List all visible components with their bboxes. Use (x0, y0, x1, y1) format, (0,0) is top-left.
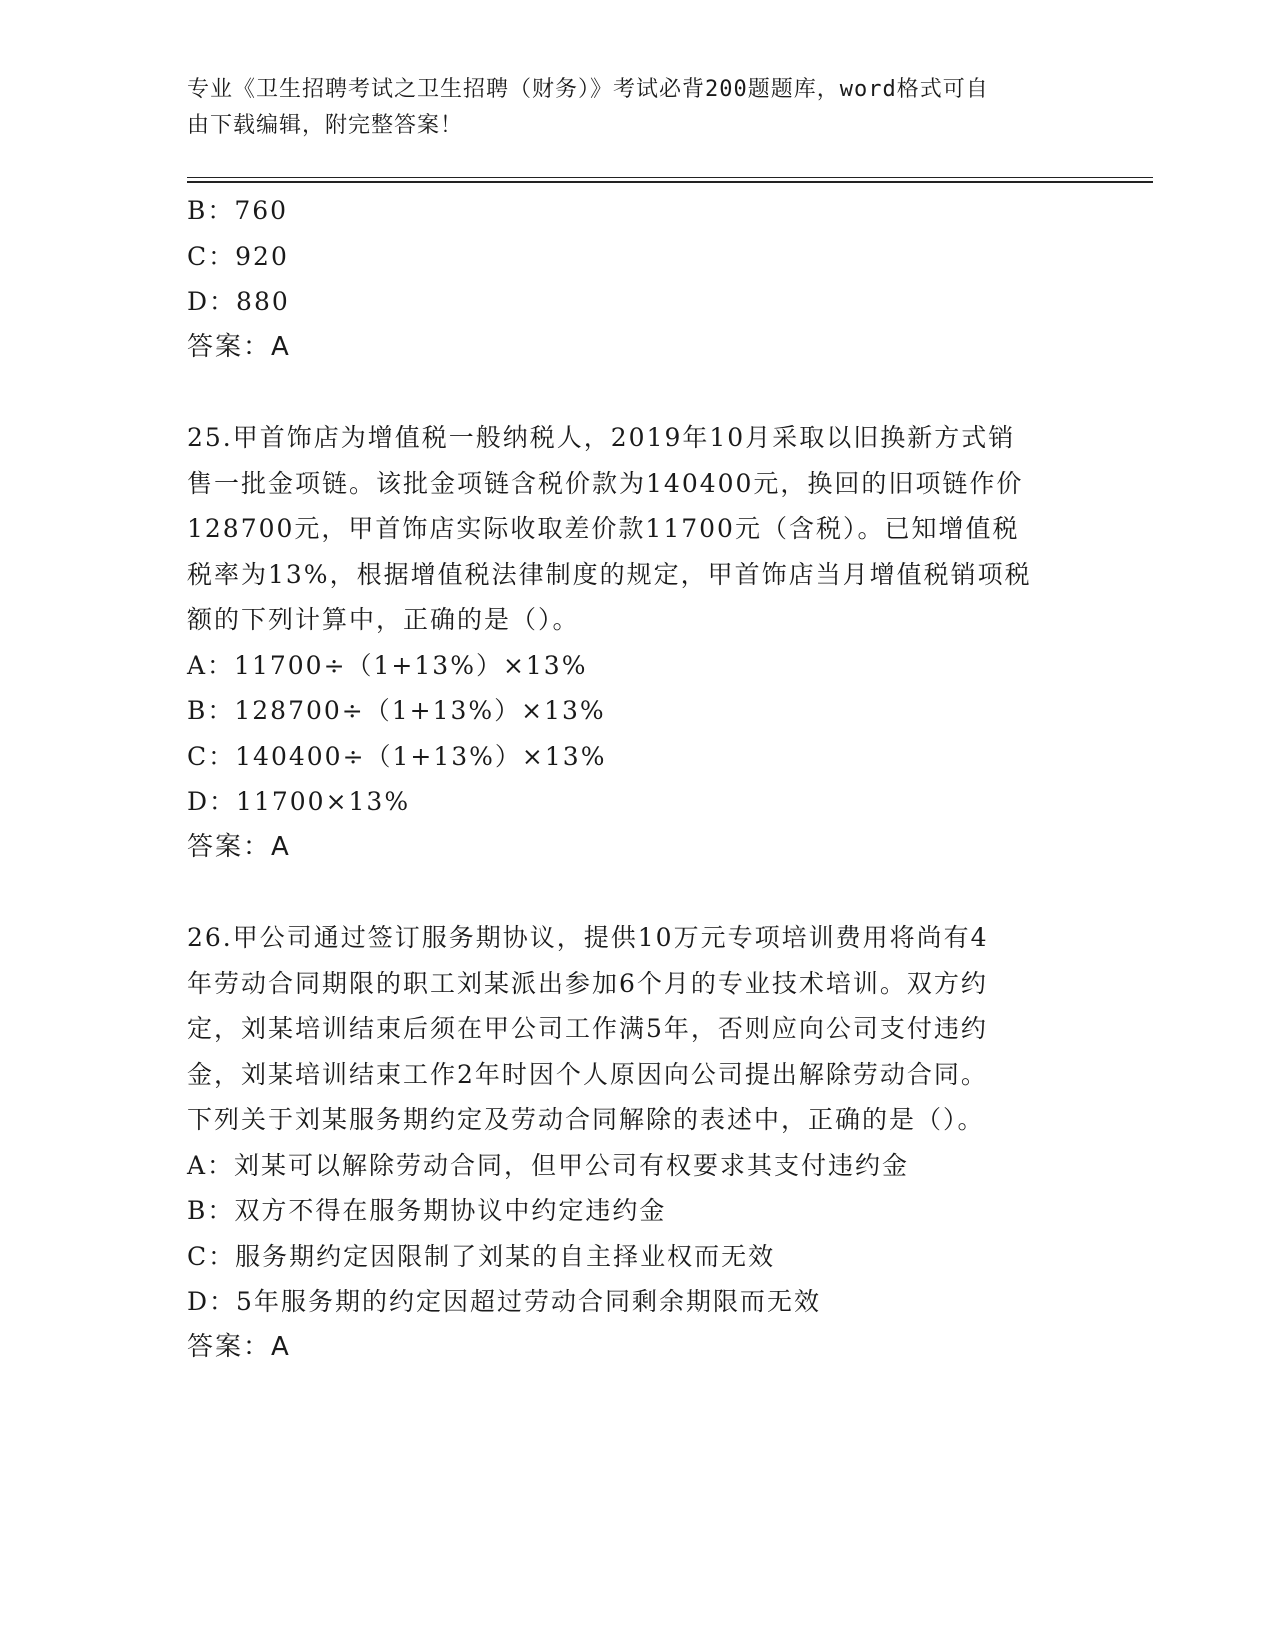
answer-line: 答案：A (187, 331, 291, 362)
header-line-2: 由下载编辑，附完整答案！ (187, 113, 464, 138)
option-a: A：11700÷（1+13%）×13% (187, 650, 588, 680)
option-c: C：服务期约定因限制了刘某的自主择业权而无效 (187, 1241, 776, 1271)
question-text-line: 售一批金项链。该批金项链含税价款为140400元，换回的旧项链作价 (187, 468, 1024, 498)
question-text-line: 定，刘某培训结束后须在甲公司工作满5年，否则应向公司支付违约 (187, 1014, 988, 1043)
header-divider-thick (187, 181, 1153, 183)
header-line-1: 专业《卫生招聘考试之卫生招聘（财务）》考试必背200题题库，word格式可自 (187, 77, 989, 102)
option-d: D：880 (187, 287, 290, 316)
document-header (187, 72, 1067, 144)
option-b: B：双方不得在服务期协议中约定违约金 (187, 1196, 667, 1225)
question-text-line: 税率为13%，根据增值税法律制度的规定，甲首饰店当月增值税销项税 (187, 559, 1032, 589)
answer-line: 答案：A (187, 831, 291, 862)
option-b: B：760 (187, 196, 289, 225)
question-text-line: 额的下列计算中，正确的是（）。 (187, 605, 580, 634)
question-26 (187, 915, 1087, 1370)
header-divider-thin (187, 177, 1153, 178)
spacer (187, 870, 1087, 915)
option-c: C：140400÷（1+13%）×13% (187, 741, 607, 771)
question-text-line: 128700元，甲首饰店实际收取差价款11700元（含税）。已知增值税 (187, 514, 1020, 543)
option-d: D：5年服务期的约定因超过劳动合同剩余期限而无效 (187, 1287, 821, 1316)
document-body (187, 188, 1087, 1370)
question-text-line: 年劳动合同期限的职工刘某派出参加6个月的专业技术培训。双方约 (187, 968, 988, 998)
answer-line: 答案：A (187, 1331, 291, 1362)
question-25 (187, 415, 1087, 870)
option-d: D：11700×13% (187, 787, 411, 816)
question-text-line: 26.甲公司通过签订服务期协议，提供10万元专项培训费用将尚有4 (187, 923, 989, 952)
option-a: A：刘某可以解除劳动合同，但甲公司有权要求其支付违约金 (187, 1150, 910, 1180)
previous-question (187, 188, 1087, 370)
question-text (187, 415, 1087, 643)
question-text-line: 金，刘某培训结束工作2年时因个人原因向公司提出解除劳动合同。 (187, 1059, 988, 1089)
spacer (187, 370, 1087, 415)
question-text-line: 25.甲首饰店为增值税一般纳税人，2019年10月采取以旧换新方式销 (187, 423, 1016, 452)
question-text-line: 下列关于刘某服务期约定及劳动合同解除的表述中，正确的是（）。 (187, 1105, 985, 1134)
question-text (187, 915, 1087, 1143)
option-c: C：920 (187, 241, 289, 271)
option-b: B：128700÷（1+13%）×13% (187, 696, 606, 725)
